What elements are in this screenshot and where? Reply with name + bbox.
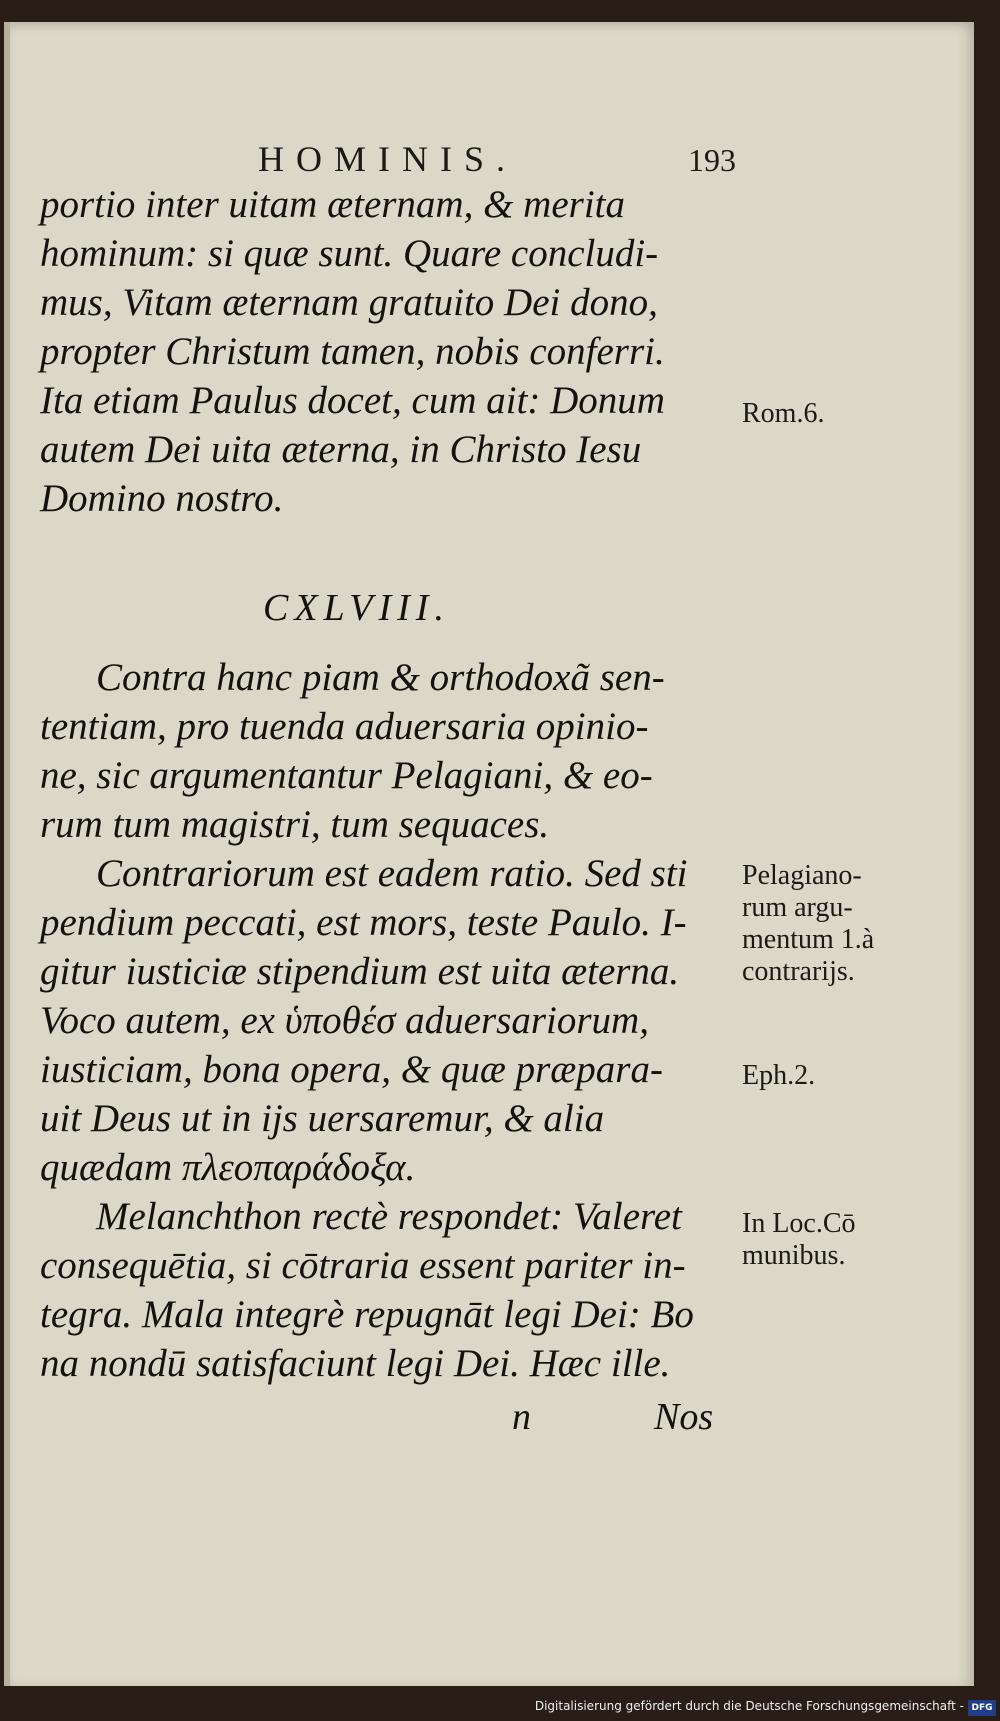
text-line: gitur iusticiæ stipendium est uita æterna. (40, 950, 680, 993)
text-line: na nondū satisfaciunt legi Dei. Hæc ille. (40, 1342, 671, 1385)
text-line: rum tum magistri, tum sequaces. (40, 803, 550, 846)
catchword-line (0, 1395, 1000, 1455)
main-text (40, 180, 740, 1388)
text-line: tegra. Mala integrè repugnāt legi Dei: Bo (40, 1293, 694, 1336)
text-line: uit Deus ut in ijs uersaremur, & alia (40, 1097, 605, 1140)
margin-note-line: mentum 1.à (742, 924, 875, 955)
funding-credit: Digitalisierung gefördert durch die Deutsche Forschungsgemeinschaft - (534, 1699, 964, 1713)
text-line: Ita etiam Paulus docet, cum ait: Donum (40, 379, 665, 422)
text-line: ne, sic argumentantur Pelagiani, & eo- (40, 754, 653, 797)
footer-bar (0, 1697, 1000, 1721)
text-line: tentiam, pro tuenda aduersaria opinio- (40, 705, 649, 748)
text-line: pendium peccati, est mors, teste Paulo. I- (40, 901, 687, 944)
running-head-title: HOMINIS. (258, 139, 518, 179)
margin-note-pelagian (742, 860, 962, 988)
text-line: Melanchthon rectè respondet: Valeret (96, 1195, 682, 1238)
text-line: portio inter uitam æternam, & merita (40, 183, 625, 226)
page-number: 193 (688, 142, 736, 178)
margin-note-rom (742, 398, 962, 430)
margin-note-eph (742, 1060, 962, 1092)
margin-note-line: rum argu- (742, 892, 853, 923)
text-line: propter Christum tamen, nobis conferri. (40, 330, 665, 373)
text-line: autem Dei uita æterna, in Christo Iesu (40, 428, 642, 471)
margin-note-loc (742, 1208, 962, 1272)
margin-note-line: In Loc.Cō (742, 1208, 856, 1239)
text-line: consequētia, si cōtraria essent pariter in- (40, 1244, 686, 1287)
text-line: iusticiam, bona opera, & quæ præpara- (40, 1048, 663, 1091)
text-line: mus, Vitam æternam gratuito Dei dono, (40, 281, 658, 324)
text-line: Domino nostro. (40, 477, 284, 520)
text-line: quædam πλεοπαράδοξα. (40, 1146, 416, 1189)
signature-mark: n (512, 1396, 531, 1438)
text-line: Contrariorum est eadem ratio. Sed sti (96, 852, 688, 895)
section-heading: CXLVIII. (263, 587, 450, 629)
dfg-logo-icon: DFG (968, 1700, 996, 1716)
catchword: Nos (654, 1396, 714, 1438)
text-line: Voco autem, ex ὑποθέσ aduersariorum, (40, 999, 649, 1042)
margin-note-line: munibus. (742, 1240, 846, 1271)
text-line: Contra hanc piam & orthodoxã sen- (96, 656, 665, 699)
margin-note-line: Eph.2. (742, 1060, 816, 1091)
margin-note-line: Rom.6. (742, 398, 825, 429)
margin-note-line: contrarijs. (742, 956, 855, 987)
running-head (0, 118, 1000, 178)
margin-note-line: Pelagiano- (742, 860, 862, 891)
text-line: hominum: si quæ sunt. Quare concludi- (40, 232, 659, 275)
